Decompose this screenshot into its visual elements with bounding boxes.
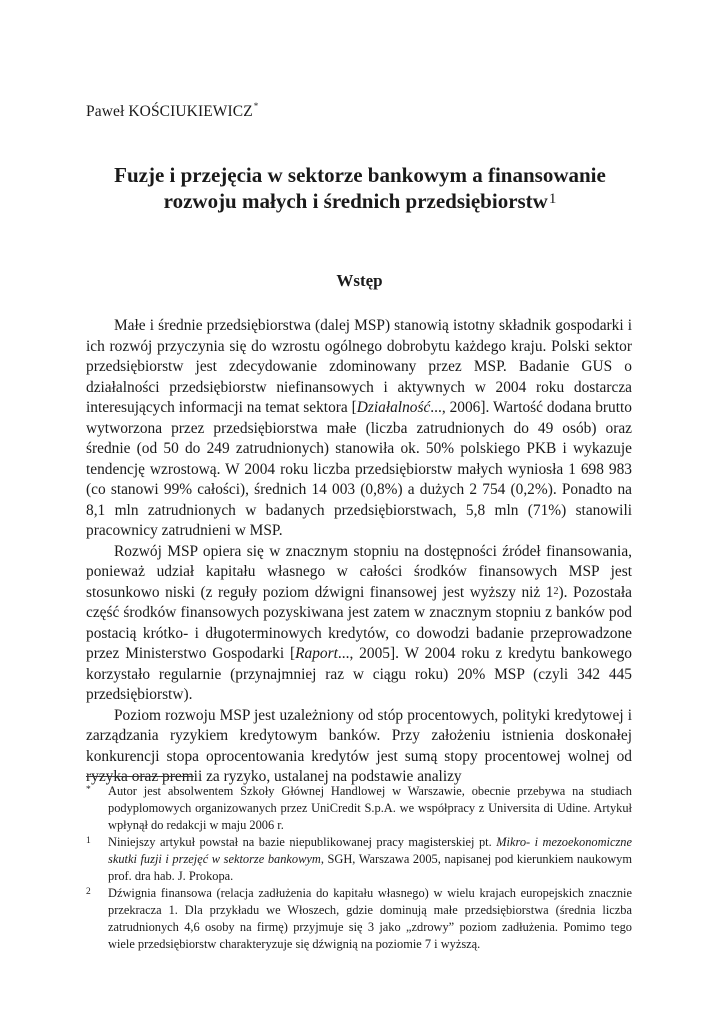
footnote-text-b: , SGH, Warszawa 2005, napisanej pod kierunkiem naukowym prof. dra hab. J. Prokopa. — [108, 852, 632, 883]
footnote-mark: 2 — [86, 887, 91, 897]
paragraph-2 — [86, 542, 632, 706]
footnote-2 — [86, 885, 632, 953]
paragraph-3: Poziom rozwoju MSP jest uzależniony od stóp procentowych, polityki kredytowej i zarządzania ryzykiem kredytowym banków. Przy założeniu istnienia doskonałej konkurencji stopa oprocentowania kredytów jest sumą stopy procentowej wolnej od ryzyka oraz premii za ryzyko, ustalanej na podstawie analizy — [86, 706, 632, 785]
footnote-ref-2: 2 — [553, 585, 559, 597]
footnote-separator — [86, 776, 194, 777]
footnote-mark: 1 — [86, 836, 91, 846]
thesis-title: Mikro- i mezoekonomiczne skutki fuzji i przejęć w sektorze bankowym — [108, 835, 632, 866]
footnote-1 — [86, 834, 632, 885]
title-line-2-text: rozwoju małych i średnich przedsiębiorstw — [163, 189, 548, 213]
author-name: Paweł KOŚCIUKIEWICZ — [86, 103, 253, 120]
paragraph-2-text-b: ). Pozostała część środków finansowych pozyskiwana jest zatem w znacznym stopniu z banków pod postacią krótko- i długoterminowych kredytów, co dowodzi badanie przeprowadzone przez Ministerstwo Gospodarki [ — [86, 583, 633, 662]
section-heading: Wstęp — [336, 271, 383, 290]
paragraph-2-text-c: ..., 2005]. W 2004 roku z kredytu bankowego korzystało regularnie (przynajmniej raz w ciągu roku) 20% MSP (czyli 342 445 przedsiębiorstw). — [86, 645, 632, 703]
footnote-author — [86, 783, 632, 834]
article-title — [60, 162, 660, 217]
title-line-2 — [60, 188, 660, 217]
footnote-text: Autor jest absolwentem Szkoły Głównej Handlowej w Warszawie, obecnie przebywa na studiach podyplomowych organizowanych przez UniCredit S.p.A. we współpracy z Universita di Udine. Artykuł wpłynął do redakcji w maju 2006 r. — [108, 784, 632, 832]
body-text — [86, 316, 632, 788]
author-line — [86, 103, 258, 121]
paragraph-2-text-a: Rozwój MSP opiera się w znacznym stopniu na dostępności źródeł finansowania, ponieważ udział kapitału własnego w całości środków finansowych MSP jest stosunkowo niski (z reguły poziom dźwigni finansowej jest wyższy niż 1 — [86, 542, 632, 601]
footnotes — [86, 783, 632, 953]
citation-dzialalnosc: Działalność — [356, 399, 431, 416]
paragraph-1-text-a: Małe i średnie przedsiębiorstwa (dalej MSP) stanowią istotny składnik gospodarki i ich rozwój przyczynia się do wzrostu ogólnego dobrobytu każdego kraju. Polski sektor przedsiębiorstw jest zdecydowanie zdominowany przez MSP. Badanie GUS o działalności przedsiębiorstw niefinansowych i aktywnych w 2004 roku dostarcza interesujących informacji na temat sektora [ — [86, 317, 632, 416]
author-footnote-marker: * — [253, 101, 259, 111]
footnote-mark: * — [86, 785, 91, 795]
paragraph-1-text-b: ..., 2006]. Wartość dodana brutto wytworzona przez przedsiębiorstwa małe (liczba zatrudnionych do 49 osób) oraz średnie (od 50 do 249 zatrudnionych) stanowiła ok. 50% polskiego PKB i wykazuje tendencję wzrostową. W 2004 roku liczba przedsiębiorstw małych wyniosła 1 698 983 (co stanowi 99% całości), średnich 14 003 (0,8%) a dużych 2 754 (0,2%). Ponadto na 8,1 mln zatrudnionych w badanych przedsiębiorstwach, 5,8 mln (71%) stanowili pracownicy zatrudnieni w MSP. — [86, 399, 632, 539]
paragraph-1 — [86, 316, 632, 542]
footnote-text: Dźwignia finansowa (relacja zadłużenia do kapitału własnego) w wielu krajach europejskich znacznie przekracza 1. Dla przykładu we Włoszech, gdzie dominują małe przedsiębiorstwa (średnia liczba zatrudnionych 4,6 osoby na firmę) przyjmuje się 3 jako „zdrowy” poziom zadłużenia. Pomimo tego wiele przedsiębiorstw charakteryzuje się dźwignią na poziomie 7 i wyższą. — [108, 886, 632, 951]
title-footnote-ref: 1 — [548, 191, 557, 207]
citation-raport: Raport — [295, 645, 338, 662]
footnote-text-a: Niniejszy artykuł powstał na bazie niepublikowanej pracy magisterskiej pt. — [108, 835, 497, 849]
title-line-1: Fuzje i przejęcia w sektorze bankowym a finansowanie — [114, 163, 606, 187]
